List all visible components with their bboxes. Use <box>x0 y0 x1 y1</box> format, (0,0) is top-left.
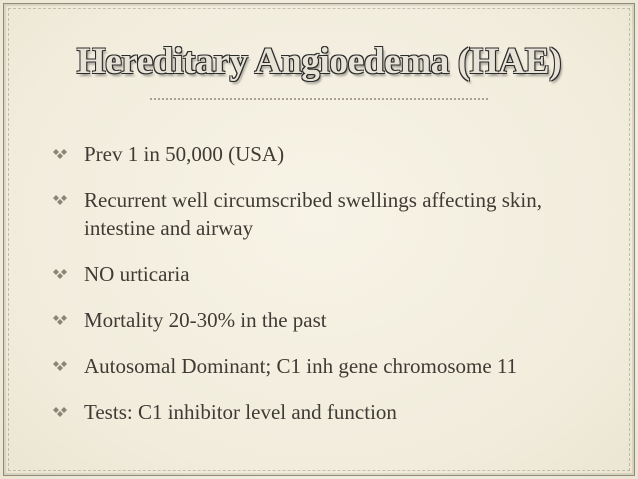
bullet-item <box>50 352 610 380</box>
title-underline <box>150 98 488 100</box>
diamond-cluster-icon <box>52 268 68 280</box>
diamond-cluster-icon <box>52 360 68 372</box>
bullet-text: Autosomal Dominant; C1 inh gene chromosome 11 <box>84 354 518 378</box>
bullet-item <box>50 186 610 242</box>
bullet-text: Prev 1 in 50,000 (USA) <box>84 142 285 166</box>
bullet-item <box>50 260 610 288</box>
slide-title: Hereditary Angioedema (HAE) <box>76 41 562 82</box>
diamond-cluster-icon <box>52 194 68 206</box>
bullet-text: NO urticaria <box>84 262 190 286</box>
diamond-cluster-icon <box>52 314 68 326</box>
bullet-text: Recurrent well circumscribed swellings affecting skin, intestine and airway <box>84 188 542 240</box>
bullet-text: Mortality 20-30% in the past <box>84 308 327 332</box>
bullet-item <box>50 140 610 168</box>
diamond-cluster-icon <box>52 406 68 418</box>
bullet-list <box>50 140 610 444</box>
bullet-item <box>50 306 610 334</box>
diamond-cluster-icon <box>52 148 68 160</box>
bullet-text: Tests: C1 inhibitor level and function <box>84 400 397 424</box>
bullet-item <box>50 398 610 426</box>
